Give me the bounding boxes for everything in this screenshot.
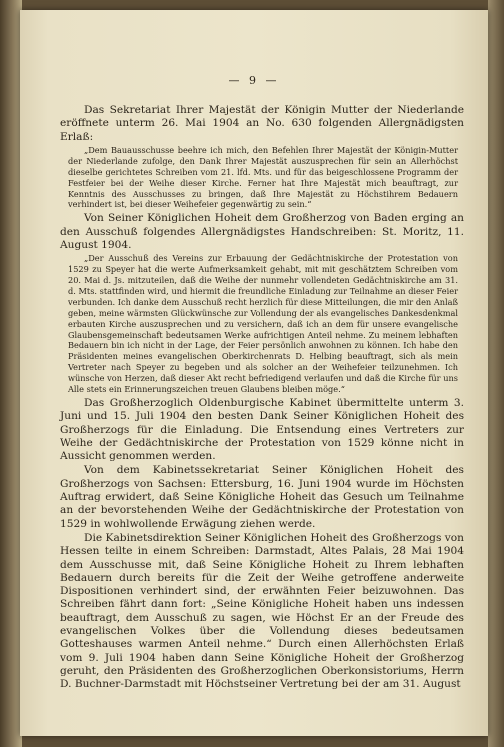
page-number: — 9 — [228,74,280,87]
paragraph-hesse: Die Kabinetsdirektion Seiner Königlichen Hoheit des Großherzogs von Hessen teilte in einem Schreiben: Darmstadt, Altes Palais, 28 Mai 1904 dem Ausschusse mit, daß Seine Königliche Hoheit zu Ihrem lebhaften Bedauern durch bereits für die Zeit der Weihe getroffene anderweite Dispositionen verhindert sind, der erwähnten Feier beizuwohnen. Das Schreiben fährt dann fort: „Seine Königliche Hoheit haben uns indessen beauftragt, dem Ausschuß zu sagen, wie Höchst Er an der Freude des evangelischen Volkes über die Vollendung dieses bedeutsamen Gotteshauses warmen Anteil nehme.“ Durch einen Allerhöchsten Erlaß vom 9. Juli 1904 haben dann Seine Königliche Hoheit der Großherzog geruht, den Präsidenten des Großherzoglichen Oberkonsistoriums, Herrn D. Buchner-Darmstadt mit Höchstseiner Vertretung bei der am 31. August [60,531,464,691]
book-gutter-right [488,0,504,747]
quote-netherlands-letter: „Dem Bauausschusse beehre ich mich, den Befehlen Ihrer Majestät der Königin-Mutter der Niederlande zufolge, den Dank Ihrer Majestät auszusprechen für sein an Allerhöchst dieselbe gerichtetes Schreiben vom 21. lfd. Mts. und für das beigeschlossene Programm der Festfeier bei der Weihe dieser Kirche. Ferner hat Ihre Majestät mich beauftragt, zur Kenntnis des Ausschusses zu bringen, daß Ihre Majestät zu Höchstihrem Bedauern verhindert ist, bei dieser Weihefeier gegenwärtig zu sein.“ [68,144,458,210]
book-gutter-left [0,0,22,747]
document-page [20,10,488,736]
paragraph-saxony: Von dem Kabinetssekretariat Seiner Königlichen Hoheit des Großherzogs von Sachsen: Ettersburg, 16. Juni 1904 wurde im Höchsten Auftrag erwidert, daß Seine Königliche Hoheit das Gesuch um Teilnahme an der bevorstehenden Weihe der Gedächtniskirche der Protestation von 1529 in wohlwollende Erwägung ziehen werde. [60,464,464,530]
paragraph-baden-intro: Von Seiner Königlichen Hoheit dem Großherzog von Baden erging an den Ausschuß folgendes Allergnädigstes Handschreiben: St. Moritz, 11. August 1904. [60,212,464,251]
paragraph-netherlands-intro: Das Sekretariat Ihrer Majestät der Königin Mutter der Niederlande eröffnete unterm 26. Mai 1904 an No. 630 folgenden Allergnädigsten Erlaß: [60,104,464,143]
paragraph-oldenburg: Das Großherzoglich Oldenburgische Kabinet übermittelte unterm 3. Juni und 15. Juli 1904 den besten Dank Seiner Königlichen Hoheit des Großherzogs für die Einladung. Die Entsendung eines Vertreters zur Weihe der Gedächtniskirche der Protestation von 1529 könne nicht in Aussicht genommen werden. [60,397,464,463]
quote-baden-letter: „Der Ausschuß des Vereins zur Erbauung der Gedächtniskirche der Protestation von 1529 zu Speyer hat die werte Aufmerksamkeit gehabt, mit mit geschätztem Schreiben vom 20. Mai d. Js. mitzuteilen, daß die Weihe der nunmehr vollendeten Gedächtniskirche am 31. d. Mts. stattfinden wird, und hiermit die freundliche Einladung zur Teilnahme an dieser Feier verbunden. Ich danke dem Ausschuß recht herzlich für diese Mitteilungen, die mir den Anlaß geben, meine wärmsten Glückwünsche zur Vollendung der als evangelisches Dankesdenkmal erbauten Kirche auszusprechen und zu versichern, daß ich an dem für unsere evangelische Glaubensgemeinschaft bedeutsamen Werke aufrichtigen Anteil nehme. Zu meinem lebhaften Bedauern bin ich nicht in der Lage, der Feier persönlich anwohnen zu können. Ich habe den Präsidenten meines evangelischen Oberkirchenrats D. Helbing beauftragt, sich als mein Vertreter nach Speyer zu begeben und als solcher an der Weihefeier teilzunehmen. Ich wünsche von Herzen, daß dieser Akt recht befriedigend verlaufen und daß die Kirche für uns Alle stets ein Erinnerungszeichen treuen Glaubens bleiben möge.“ [68,253,458,395]
page-content [60,104,464,693]
